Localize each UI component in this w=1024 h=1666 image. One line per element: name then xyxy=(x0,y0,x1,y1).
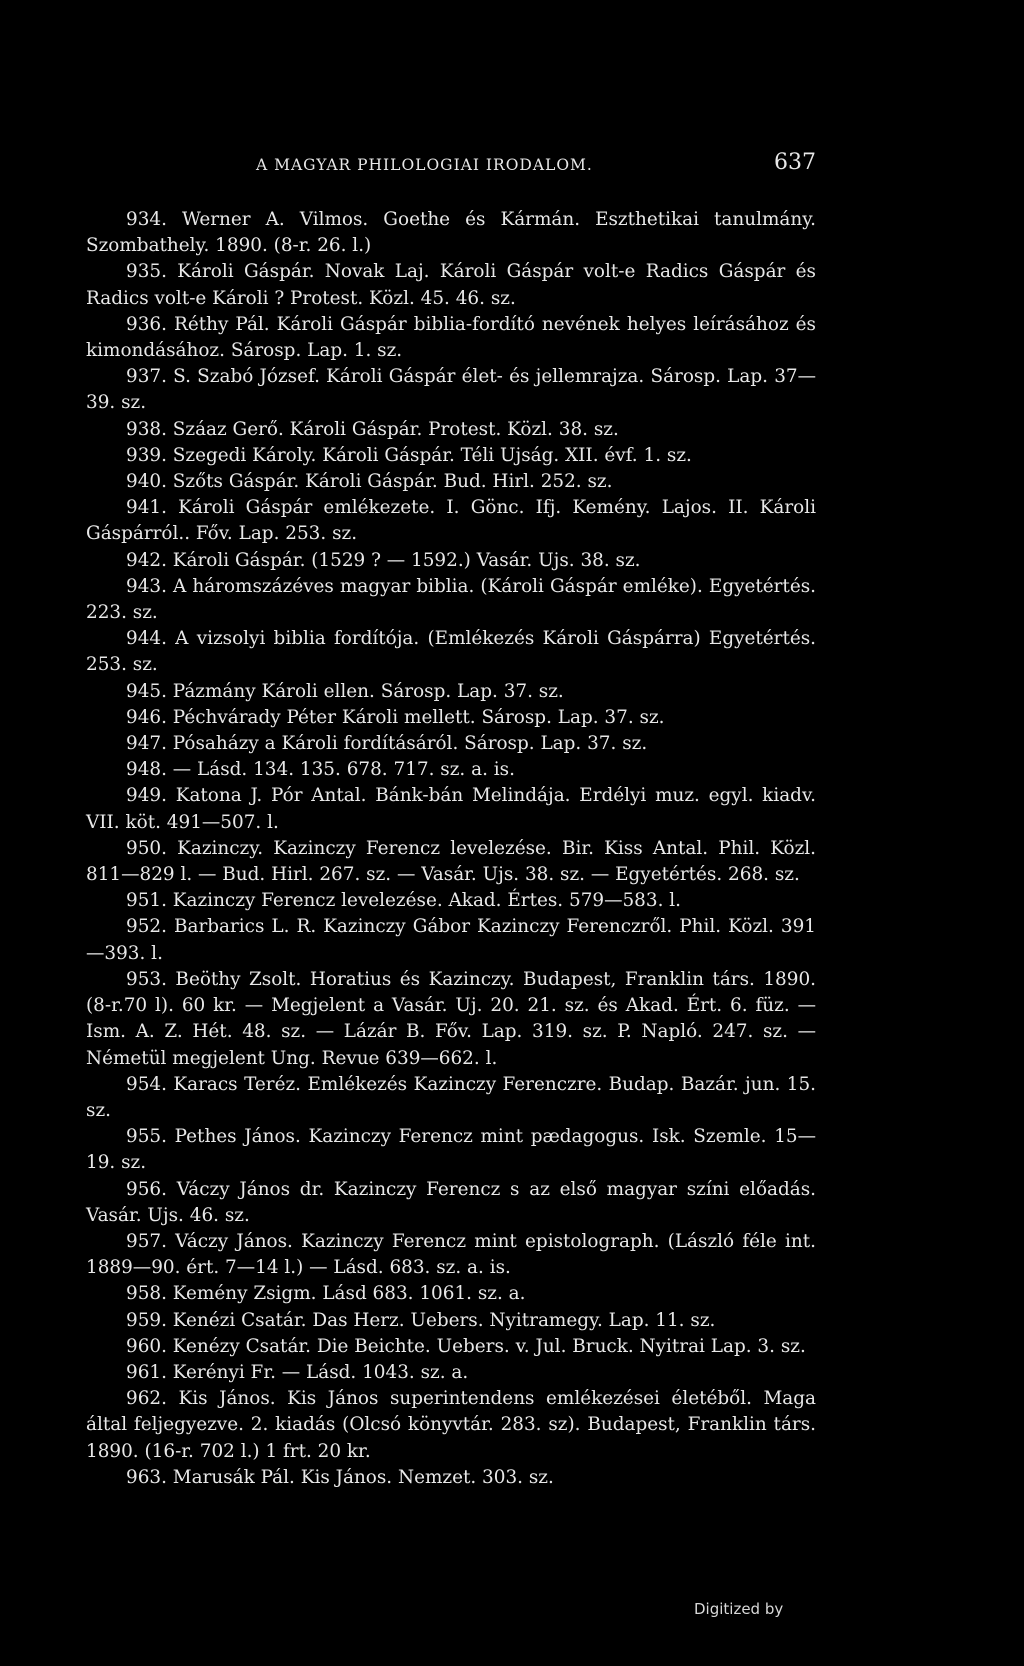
bibliography-entry: 959. Kenézi Csatár. Das Herz. Uebers. Nyitramegy. Lap. 11. sz. xyxy=(126,1309,716,1331)
bibliography-entry: 961. Kerényi Fr. — Lásd. 1043. sz. a. xyxy=(126,1361,469,1383)
bibliography-entry: 962. Kis János. Kis János superintendens emlékezései életéből. Maga által feljegyezve. 2. kiadás (Olcsó könyvtár. 283. sz). Budapest, Franklin társ. 1890. (16-r. 702 l.) 1 frt. 20 kr. xyxy=(86,1388,816,1462)
bibliography-entry: 941. Károli Gáspár emlékezete. I. Gönc. Ifj. Kemény. Lajos. II. Károli Gáspárról.. Főv. Lap. 253. sz. xyxy=(86,497,816,545)
bibliography-entry: 942. Károli Gáspár. (1529 ? — 1592.) Vasár. Ujs. 38. sz. xyxy=(126,549,641,571)
bibliography-entry: 957. Váczy János. Kazinczy Ferencz mint epistolograph. (László féle int. 1889—90. ért. 7—14 l.) — Lásd. 683. sz. a. is. xyxy=(86,1230,816,1279)
page-number: 637 xyxy=(774,150,816,175)
bibliography-entry: 951. Kazinczy Ferencz levelezése. Akad. Értes. 579—583. l. xyxy=(126,890,682,912)
bibliography-entry: 944. A vizsolyi biblia fordítója. (Emlékezés Károli Gáspárra) Egyetértés. 253. sz. xyxy=(86,628,816,676)
bibliography-entry: 949. Katona J. Pór Antal. Bánk-bán Melindája. Erdélyi muz. egyl. kiadv. VII. köt. 491—507. l. xyxy=(86,785,816,833)
bibliography-entry: 945. Pázmány Károli ellen. Sárosp. Lap. 37. sz. xyxy=(126,680,564,702)
bibliography-entry: 952. Barbarics L. R. Kazinczy Gábor Kazinczy Ferenczről. Phil. Közl. 391—393. l. xyxy=(86,916,816,964)
bibliography-entry: 936. Réthy Pál. Károli Gáspár biblia-fordító nevének helyes leírásához és kimondásához. Sárosp. Lap. 1. sz. xyxy=(86,313,816,362)
bibliography-entry: 953. Beöthy Zsolt. Horatius és Kazinczy. Budapest, Franklin társ. 1890. (8-r.70 l). 60 kr. — Megjelent a Vasár. Uj. 20. 21. sz. és Akad. Ért. 6. füz. — Ism. A. Z. Hét. 48. sz. — Lázár B. Főv. Lap. 319. sz. P. Napló. 247. sz. — Németül megjelent Ung. Revue 639—662. l. xyxy=(86,968,816,1069)
running-head: A MAGYAR PHILOLOGIAI IRODALOM. xyxy=(256,156,593,174)
bibliography-entry: 954. Karacs Teréz. Emlékezés Kazinczy Ferenczre. Budap. Bazár. jun. 15. sz. xyxy=(86,1073,816,1121)
bibliography-entry: 955. Pethes János. Kazinczy Ferencz mint pædagogus. Isk. Szemle. 15—19. sz. xyxy=(86,1126,816,1174)
bibliography-entry: 934. Werner A. Vilmos. Goethe és Kármán. Eszthetikai tanulmány. Szombathely. 1890. (8-r. 26. l.) xyxy=(86,209,816,257)
bibliography-entry: 943. A háromszázéves magyar biblia. (Károli Gáspár emléke). Egyetértés. 223. sz. xyxy=(86,575,816,624)
bibliography-entry: 938. Száaz Gerő. Károli Gáspár. Protest. Közl. 38. sz. xyxy=(126,418,619,440)
bibliography-entry: 963. Marusák Pál. Kis János. Nemzet. 303. sz. xyxy=(126,1466,554,1488)
bibliography-entry: 958. Kemény Zsigm. Lásd 683. 1061. sz. a. xyxy=(126,1283,526,1305)
bibliography-entry: 956. Váczy János dr. Kazinczy Ferencz s az első magyar színi előadás. Vasár. Ujs. 46. sz. xyxy=(86,1178,816,1226)
bibliography-entry: 939. Szegedi Károly. Károli Gáspár. Téli Ujság. XII. évf. 1. sz. xyxy=(126,444,692,466)
bibliography-entry: 940. Szőts Gáspár. Károli Gáspár. Bud. Hirl. 252. sz. xyxy=(126,471,613,493)
bibliography-entry: 937. S. Szabó József. Károli Gáspár élet- és jellemrajza. Sárosp. Lap. 37—39. sz. xyxy=(86,366,816,414)
bibliography-entry: 950. Kazinczy. Kazinczy Ferencz levelezése. Bir. Kiss Antal. Phil. Közl. 811—829 l. — Bud. Hirl. 267. sz. — Vasár. Ujs. 38. sz. — Egyetértés. 268. sz. xyxy=(86,837,816,886)
bibliography-entry: 947. Pósaházy a Károli fordításáról. Sárosp. Lap. 37. sz. xyxy=(126,733,648,755)
bibliography-list xyxy=(86,207,816,1491)
digitized-by-watermark: Digitized by xyxy=(694,1600,784,1618)
bibliography-entry: 960. Kenézy Csatár. Die Beichte. Uebers. v. Jul. Bruck. Nyitrai Lap. 3. sz. xyxy=(126,1335,806,1357)
bibliography-entry: 948. — Lásd. 134. 135. 678. 717. sz. a. is. xyxy=(126,759,515,781)
page-header xyxy=(86,150,816,184)
bibliography-entry: 946. Péchvárady Péter Károli mellett. Sárosp. Lap. 37. sz. xyxy=(126,706,665,728)
bibliography-entry: 935. Károli Gáspár. Novak Laj. Károli Gáspár volt-e Radics Gáspár és Radics volt-e Károli ? Protest. Közl. 45. 46. sz. xyxy=(86,261,816,309)
